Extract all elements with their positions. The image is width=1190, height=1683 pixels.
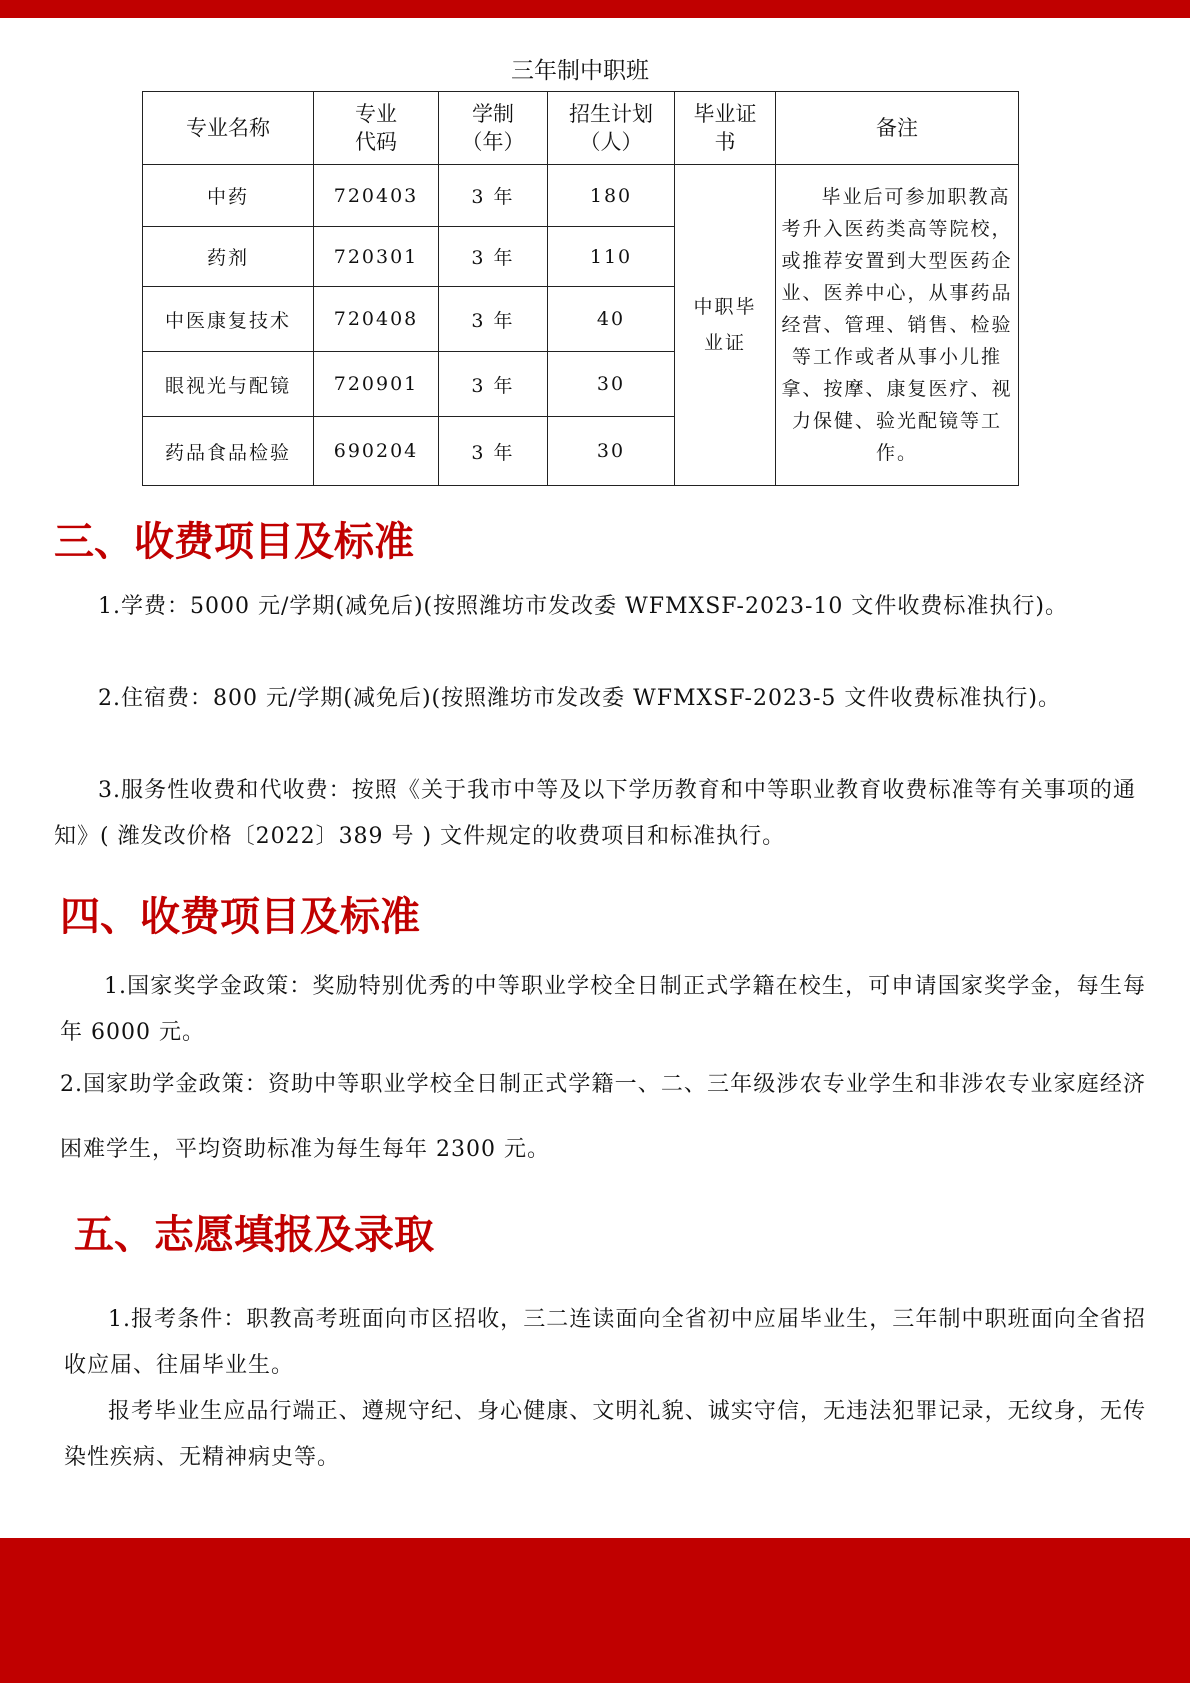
cell-enrollment-plan: 40 [548,287,675,352]
cell-duration: 3 年 [439,287,548,352]
header-certificate: 毕业证 书 [675,92,776,165]
header-major-name: 专业名称 [143,92,314,165]
cell-duration: 3 年 [439,227,548,287]
section5-heading: 五、志愿填报及录取 [74,1211,434,1258]
cell-major-code: 720301 [314,227,439,287]
cell-major-code: 690204 [314,417,439,486]
cell-duration: 3 年 [439,417,548,486]
section4-item-scholarship: 1.国家奖学金政策：奖励特别优秀的中等职业学校全日制正式学籍在校生，可申请国家奖学金，每生每年 6000 元。 [60,974,1146,1045]
section3-heading: 三、收费项目及标准 [54,518,414,565]
header-enrollment-plan: 招生计划 （人） [548,92,675,165]
cell-duration: 3 年 [439,352,548,417]
top-decor-bar [0,0,1190,18]
section4-heading: 四、收费项目及标准 [60,893,420,940]
cell-major-name: 药剂 [143,227,314,287]
header-duration: 学制 （年） [439,92,548,165]
section3-item-service-fees: 3.服务性收费和代收费：按照《关于我市中等及以下学历教育和中等职业教育收费标准等有关事项的通知》( 潍发改价格〔2022〕389 号 ) 文件规定的收费项目和标准执行。 [54,778,1136,849]
section5-item-conditions: 1.报考条件：职教高考班面向市区招收，三二连读面向全省初中应届毕业生，三年制中职班面向全省招收应届、往届毕业生。 [64,1307,1146,1378]
cell-major-code: 720408 [314,287,439,352]
cell-major-code: 720403 [314,165,439,227]
header-major-code: 专业 代码 [314,92,439,165]
cell-major-name: 药品食品检验 [143,417,314,486]
cell-major-name: 中医康复技术 [143,287,314,352]
section3-item-tuition: 1.学费：5000 元/学期(减免后)(按照潍坊市发改委 WFMXSF-2023-10 文件收费标准执行)。 [98,594,1068,619]
certificate-text: 中职毕业证 [693,296,757,354]
cell-enrollment-plan: 30 [548,352,675,417]
cell-major-name: 眼视光与配镜 [143,352,314,417]
table-row [143,165,1019,227]
section5-item-requirements: 报考毕业生应品行端正、遵规守纪、身心健康、文明礼貌、诚实守信，无违法犯罪记录，无纹身，无传染性疾病、无精神病史等。 [64,1399,1146,1470]
table-caption: 三年制中职班 [511,58,649,84]
cell-enrollment-plan: 30 [548,417,675,486]
cell-major-name: 中药 [143,165,314,227]
section4-item-grant: 2.国家助学金政策：资助中等职业学校全日制正式学籍一、二、三年级涉农专业学生和非涉农专业家庭经济困难学生，平均资助标准为每生每年 2300 元。 [60,1072,1146,1162]
table-header-row [143,92,1019,165]
cell-notes: 毕业后可参加职教高考升入医药类高等院校，或推荐安置到大型医药企业、医养中心，从事药品经营、管理、销售、检验等工作或者从事小儿推拿、按摩、康复医疗、视力保健、验光配镜等工作。 [776,165,1019,486]
header-notes: 备注 [776,92,1019,165]
bottom-decor-band [0,1538,1190,1683]
cell-major-code: 720901 [314,352,439,417]
cell-enrollment-plan: 110 [548,227,675,287]
section3-item-accommodation: 2.住宿费：800 元/学期(减免后)(按照潍坊市发改委 WFMXSF-2023-5 文件收费标准执行)。 [98,686,1061,711]
program-table [142,91,1019,486]
cell-certificate [675,165,776,486]
cell-enrollment-plan: 180 [548,165,675,227]
cell-duration: 3 年 [439,165,548,227]
